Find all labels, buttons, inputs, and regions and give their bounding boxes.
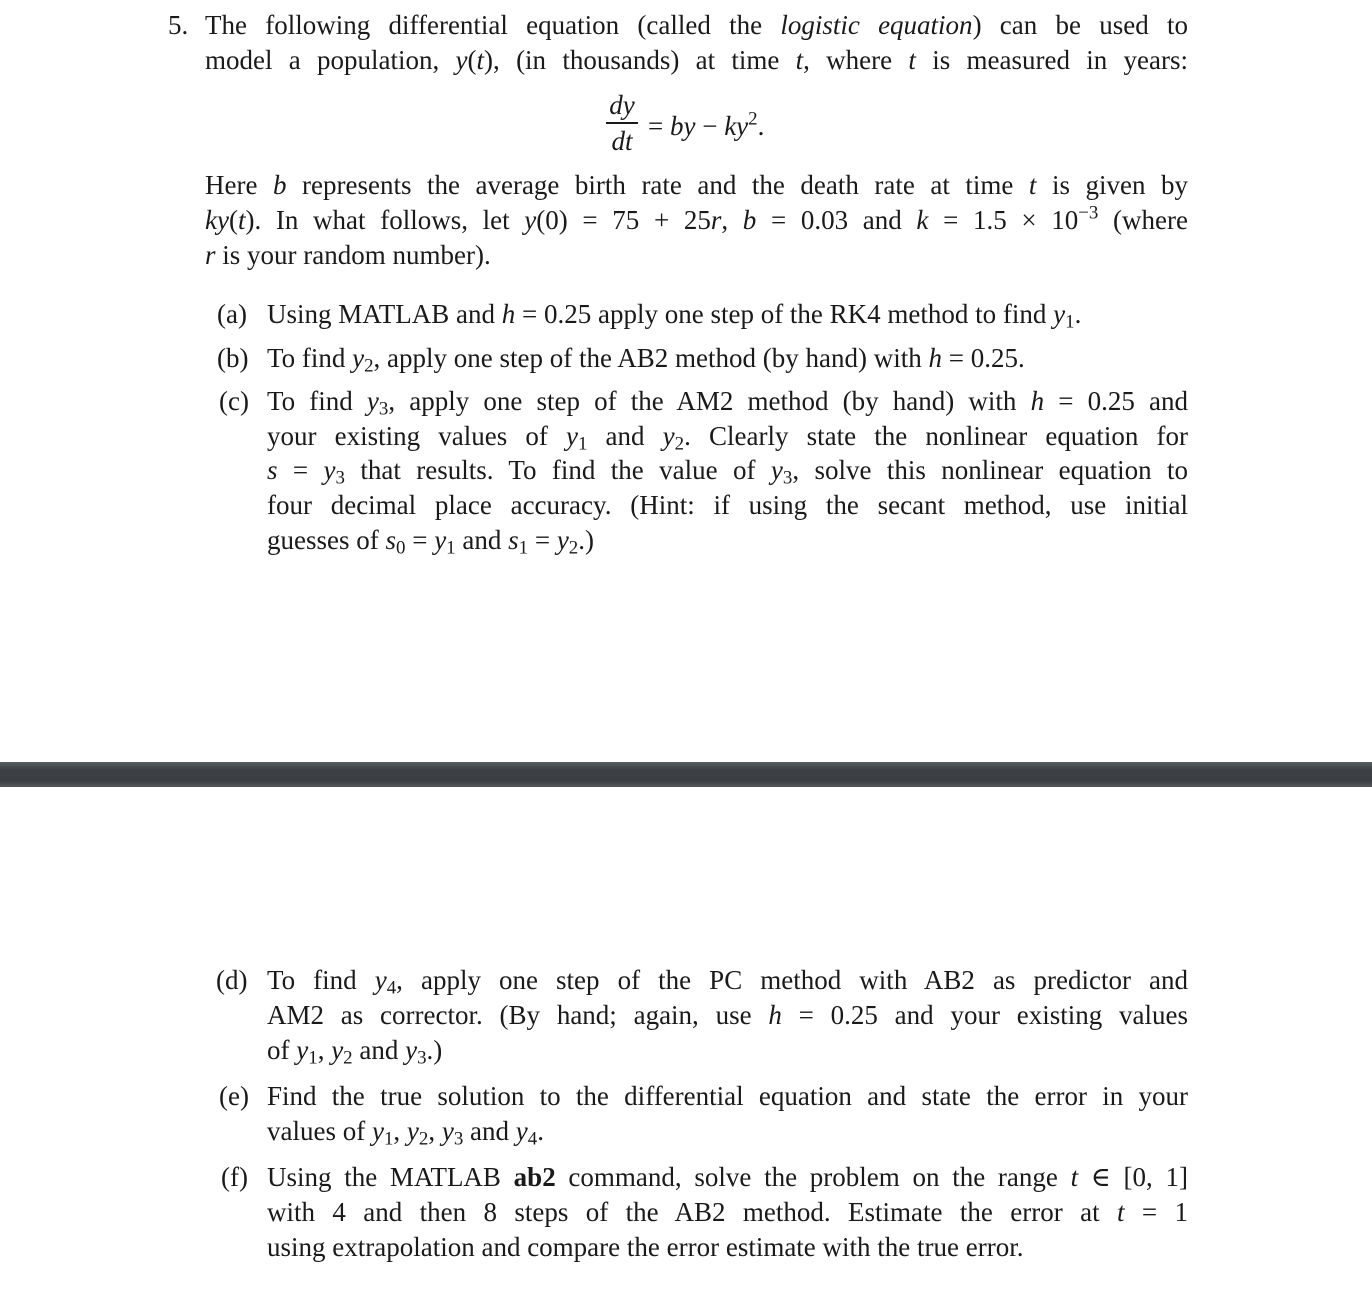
intro-line-2: model a population, y(t), (in thousands) at time t, where t is measured in years: xyxy=(205,45,1188,75)
part-c-line-5: guesses of $s_0 = y_1$ and $s_1 = y_2$.) xyxy=(267,525,594,559)
equation-fraction xyxy=(606,90,638,156)
part-c-line-4: four decimal place accuracy. (Hint: if using the secant method, use initial xyxy=(267,490,1188,520)
part-c-line-1: To find $y_3$, apply one step of the AM2 method (by hand) with h = 0.25 and xyxy=(267,386,1188,420)
part-d-label: (d) xyxy=(216,965,248,995)
desc-line-2: ky(t). In what follows, let y(0) = 75 + 25r, b = 0.03 and $k = 1.5 \times 10^{-3}$ (where xyxy=(205,202,1189,235)
fraction-bar xyxy=(606,122,638,124)
part-c-label: (c) xyxy=(219,386,249,416)
part-e-label: (e) xyxy=(219,1081,249,1111)
part-b-label: (b) xyxy=(217,343,249,373)
problem-number: 5. xyxy=(168,10,189,40)
part-e-line-2: values of $y_1$, $y_2$, $y_3$ and $y_4$. xyxy=(267,1116,544,1150)
part-d-line-1: To find $y_4$, apply one step of the PC method with AB2 as predictor and xyxy=(267,965,1188,999)
part-f-line-2: with 4 and then 8 steps of the AB2 method. Estimate the error at t = 1 xyxy=(267,1197,1188,1227)
part-a-label: (a) xyxy=(217,299,247,329)
desc-line-1: Here b represents the average birth rate and the death rate at time t is given by xyxy=(205,170,1188,200)
part-f-label: (f) xyxy=(221,1162,248,1192)
desc-line-3: r is your random number). xyxy=(205,240,491,270)
part-e-line-1: Find the true solution to the differential equation and state the error in your xyxy=(267,1081,1188,1111)
equation-rhs: = by − $ky^2$. xyxy=(648,108,765,141)
part-c-line-3: $s = y_3$ that results. To find the value of $y_3$, solve this nonlinear equation to xyxy=(267,455,1188,489)
equation-numerator: dy xyxy=(609,90,635,120)
part-f-line-3: using extrapolation and compare the error estimate with the true error. xyxy=(267,1232,1024,1262)
part-d-line-3: of $y_1$, $y_2$ and $y_3$.) xyxy=(267,1035,443,1069)
part-d-line-2: AM2 as corrector. (By hand; again, use h = 0.25 and your existing values xyxy=(267,1000,1188,1030)
part-a-line-1: Using MATLAB and h = 0.25 apply one step of the RK4 method to find $y_1$. xyxy=(267,299,1082,333)
intro-line-1: The following differential equation (called the logistic equation) can be used to xyxy=(205,10,1188,40)
part-f-line-1: Using the MATLAB ab2 command, solve the problem on the range t ∈ [0, 1] xyxy=(267,1162,1189,1192)
equation-denominator: dt xyxy=(611,126,633,156)
part-b-line-1: To find $y_2$, apply one step of the AB2 method (by hand) with h = 0.25. xyxy=(267,343,1025,377)
part-c-line-2: your existing values of $y_1$ and $y_2$. Clearly state the nonlinear equation for xyxy=(267,421,1188,455)
page-divider xyxy=(0,762,1372,787)
